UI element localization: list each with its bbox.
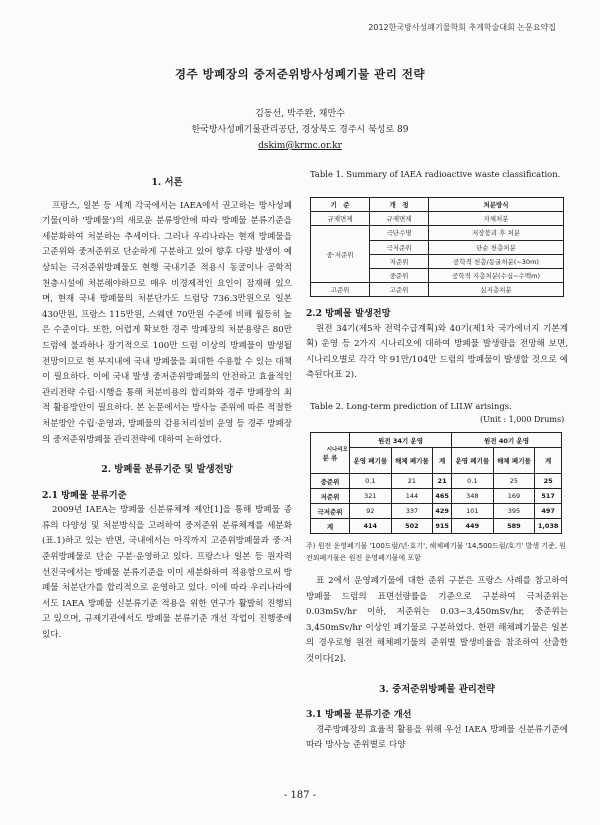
table-header-cell: 해체 폐기물	[391, 448, 433, 474]
page-number: - 187 -	[283, 790, 317, 801]
table-header-cell: 계	[535, 448, 562, 474]
table-cell: 규제면제	[370, 212, 429, 226]
table-cell: 0.1	[350, 474, 392, 489]
table-cell: 25	[493, 474, 535, 489]
section-2-heading: 2. 방폐물 분류기준 및 발생전망	[101, 464, 233, 476]
table-row-label: 중준위	[311, 474, 350, 489]
table-cell: 자체처분	[429, 212, 564, 226]
table-cell: 589	[493, 519, 535, 534]
table-1-caption: Table 1. Summary of IAEA radioactive waste classification.	[310, 169, 561, 179]
table-row	[311, 519, 562, 534]
running-header: 2012한국방사성폐기물학회 추계학술대회 논문요약집	[368, 23, 556, 32]
table-row-label: 저준위	[311, 489, 350, 504]
table-cell: 공학적 지층처분(수십~수백m)	[429, 268, 564, 282]
table-cell: 규제면제	[311, 212, 370, 226]
table-header-cell: 운영 폐기물	[452, 448, 494, 474]
table-row-label-header: 분 류	[322, 453, 338, 462]
table-row	[311, 283, 564, 297]
table-row	[311, 504, 562, 519]
paper-title: 경주 방폐장의 중저준위방사성폐기물 관리 전략	[174, 67, 426, 81]
table-1	[310, 197, 564, 297]
table-cell: 144	[391, 489, 433, 504]
table-row	[311, 489, 562, 504]
table-cell: 517	[535, 489, 562, 504]
table-header-cell: 기 준	[311, 198, 370, 212]
table-cell: 공학적 천층/동굴처분(~30m)	[429, 254, 564, 268]
table-header-cell	[311, 433, 350, 474]
table-cell: 92	[350, 504, 392, 519]
table-cell: 저준위	[370, 254, 429, 268]
table-row	[311, 433, 562, 448]
table-2-caption: Table 2. Long-term prediction of LILW arisings.	[310, 401, 512, 411]
table-2-unit: (Unit : 1,000 Drums)	[480, 415, 565, 424]
table-header-cell: 원전 40기 운영	[452, 433, 562, 448]
table-cell: 465	[433, 489, 452, 504]
table-cell: 321	[350, 489, 392, 504]
section-2-1-heading: 2.1 방폐물 분류기준	[42, 489, 127, 501]
table-row-label: 극저준위	[311, 504, 350, 519]
table-cell: 고준위	[311, 283, 370, 297]
table-cell: 395	[493, 504, 535, 519]
table-cell: 414	[350, 519, 392, 534]
table-header-cell: 처분방식	[429, 198, 564, 212]
table-cell: 심지층처분	[429, 283, 564, 297]
table-row	[311, 198, 564, 212]
table-header-cell: 해체 폐기물	[493, 448, 535, 474]
section-1-heading: 1. 서론	[151, 177, 183, 188]
table-corner-label: 시나리오	[326, 446, 348, 453]
section-2-2-body: 원전 34기(제5차 전력수급계획)와 40기(제1차 국가에너지 기본계획) 운영 등 2가지 시나리오에 대하여 방폐물 발생량을 전망해 보면, 시나리오별로 각각 약 91만/104만 드럼의 방폐물이 발생할 것으로 예측된다(표 2).	[306, 323, 568, 381]
table-cell: 25	[535, 474, 562, 489]
table-cell: 극저준위	[370, 240, 429, 254]
table-cell: 단순 천층처분	[429, 240, 564, 254]
section-2-2-heading: 2.2 방폐물 발생전망	[306, 308, 391, 319]
table-header-cell: 개 정	[370, 198, 429, 212]
author-names: 김동선, 박주완, 채만수	[255, 109, 345, 119]
table-2	[310, 432, 562, 534]
table-cell: 429	[433, 504, 452, 519]
table-row	[311, 474, 562, 489]
section-3-heading: 3. 중저준위방폐물 관리전략	[379, 683, 495, 695]
right-column-lower	[306, 574, 568, 754]
table-cell: 21	[433, 474, 452, 489]
table-cell: 449	[452, 519, 494, 534]
table-cell: 고준위	[370, 283, 429, 297]
section-2-1-body: 2009년 IAEA는 방폐물 신분류체계 제안[1]을 통해 방폐물 종류의 다양성 및 처분방식을 고려하여 중저준위 분류체계를 세분화(표.1)하고 있는 반면, 국내에서는 아직까지 고준위방폐물과 중·저준위방폐물로 단순 구분·운영하고 있다. 프랑스나 일본 등 원자력 선진국에서는 방폐물 분류기준을 이미 세분화하여 적용함으로써 방폐물 처분단가를 합리적으로 운영하고 있다. 이에 따라 우리나라에서도 IAEA 방폐물 신분류기준 적용을 위한 연구가 활발히 진행되고 있으며, 규제기관에서도 방폐물 분류기준 개선 작업이 진행중에 있다.	[42, 505, 292, 641]
section-3-1-body: 경주방폐장의 효율적 활용을 위해 우선 IAEA 방폐물 신분류기준에 따라 방사능 준위별로 다양	[306, 724, 568, 751]
table-cell: 저장붕괴 후 처분	[429, 226, 564, 240]
left-column	[42, 175, 292, 644]
table-cell: 502	[391, 519, 433, 534]
table-row-label: 계	[311, 519, 350, 534]
section-2-2-followup: 표 2에서 운영폐기물에 대한 준위 구분은 프랑스 사례를 참고하여 방폐물 드럼의 표면선량률을 기준으로 구분하여 극저준위는 0.03mSv/hr 이하, 저준위는 0.03~3,450mSv/hr, 중준위는 3,450mSv/hr 이상인 폐기물로 구분하였다. 한편 해체폐기물은 일본의 경우로형 원전 해체폐기물의 준위별 발생비율을 참조하여 산출한 것이다[2].	[306, 576, 568, 664]
table-cell: 중준위	[370, 268, 429, 282]
section-2-2	[306, 306, 568, 384]
table-cell: 극단수명	[370, 226, 429, 240]
table-cell: 348	[452, 489, 494, 504]
section-3-1-heading: 3.1 방폐물 분류기준 개선	[306, 709, 412, 721]
author-block	[0, 106, 600, 154]
table-header-cell: 운영 폐기물	[350, 448, 392, 474]
table-cell: 21	[391, 474, 433, 489]
table-cell: 337	[391, 504, 433, 519]
table-2-note: 주) 원전 운영폐기물 '100드럼/년·호기', 해체폐기물 '14,500드럼/호기' 발생 기준, 원전외폐기물은 원전 운영폐기물에 포함	[306, 542, 567, 562]
affiliation: 한국방사성폐기물관리공단, 경상북도 경주시 북성로 89	[191, 125, 409, 135]
author-email[interactable]: dskim@krmc.or.kr	[258, 141, 342, 151]
table-header-cell: 계	[433, 448, 452, 474]
table-row	[311, 212, 564, 226]
table-row	[311, 226, 564, 240]
table-cell: 0.1	[452, 474, 494, 489]
table-cell: 중·저준위	[311, 226, 370, 283]
table-header-cell: 원전 34기 운영	[350, 433, 452, 448]
table-cell: 497	[535, 504, 562, 519]
table-cell: 169	[493, 489, 535, 504]
table-cell: 1,038	[535, 519, 562, 534]
table-cell: 915	[433, 519, 452, 534]
section-1-body: 프랑스, 일본 등 세계 각국에서는 IAEA에서 권고하는 방사성폐기물(이하 '방폐물')의 새로운 분류방안에 따라 방폐물 분류기준을 세분화하여 처분하는 추세이다. 그러나 우리나라는 현재 방폐물을 고준위와 중저준위로 단순하게 구분하고 있어 향후 다량 발생이 예상되는 극저준위방폐물도 현행 국내기준 적용시 동굴이나 공학적 천층시설에 처분해야하므로 매우 비경제적인 요인이 잠재해 있으며, 현재 국내 방폐물의 처분단가도 드럼당 736.3만원으로 일본 430만원, 프랑스 115만원, 스웨덴 70만원 수준에 비해 월등히 높은 수준이다. 또한, 어렵게 확보한 경주 방폐장의 처분용량은 80만 드럼에 불과하나 장기적으로 100만 드럼 이상의 방폐물이 발생될 전망이므로 현 부지내에 국내 방폐물을 최대한 수용할 수 있는 대책이 필요하다. 이에 국내 발생 중저준위방폐물의 안전하고 효율적인 관리전략 수립·시행을 통해 처분비용의 합리화와 경주 방폐장의 최적 활용방안이 필요하다. 본 논문에서는 방사능 준위에 따른 적절한 처분방안 수립·운영과, 방폐물의 감용처리설비 운영 등 경주 방폐장의 중저준위방폐물 관리전략에 대하여 논하였다.	[42, 200, 292, 445]
table-cell: 101	[452, 504, 494, 519]
